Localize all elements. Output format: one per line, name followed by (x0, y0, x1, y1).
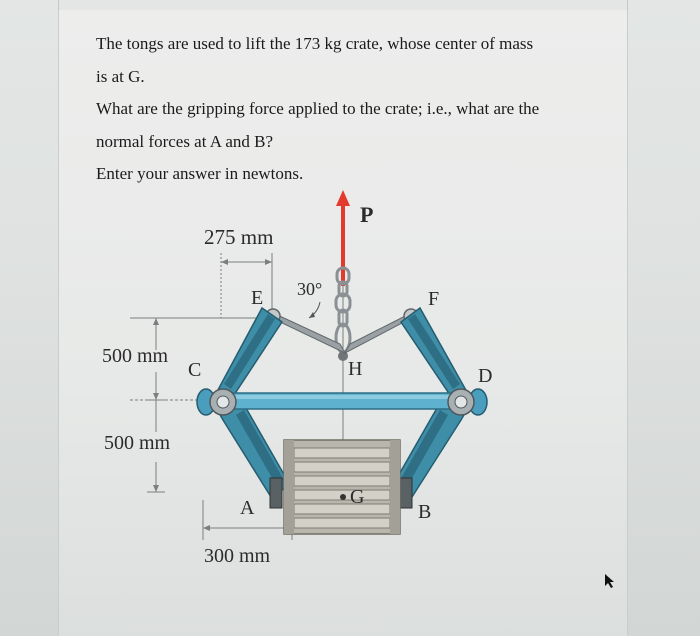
point-h-label: H (348, 358, 363, 380)
tongs-figure (80, 185, 520, 580)
center-of-mass-dot (340, 494, 346, 500)
point-b-label: B (418, 501, 432, 523)
pin-c (197, 389, 236, 415)
point-f-label: F (428, 288, 440, 310)
dimension-top-label: 275 mm (204, 225, 274, 249)
point-g-label: G (350, 486, 365, 508)
window-frame-top (58, 0, 628, 10)
upper-links (266, 309, 418, 353)
point-c-label: C (188, 359, 202, 381)
question-line-4: normal forces at A and B? (96, 131, 274, 151)
force-label-p: P (360, 202, 374, 227)
question-line-1: The tongs are used to lift the 173 kg crate, whose center of mass (96, 34, 534, 53)
question-text (96, 28, 606, 191)
cursor-arrow-icon (603, 573, 617, 589)
question-line-5: Enter your answer in newtons. (96, 164, 304, 183)
crossbar (222, 393, 462, 409)
question-line-3: What are the gripping force applied to the crate; i.e., what are the (96, 99, 540, 118)
point-d-label: D (478, 365, 493, 387)
point-e-label: E (251, 287, 264, 309)
pin-d (448, 389, 487, 415)
dimension-left-lower-label: 500 mm (104, 432, 171, 454)
point-a-label: A (240, 497, 255, 519)
question-line-2: is at G. (96, 66, 145, 86)
dimension-left-upper-label: 500 mm (102, 345, 169, 367)
dimension-bottom-label: 300 mm (204, 545, 271, 567)
crate (284, 440, 400, 534)
angle-arc-head (309, 312, 315, 318)
angle-label: 30° (297, 279, 323, 299)
